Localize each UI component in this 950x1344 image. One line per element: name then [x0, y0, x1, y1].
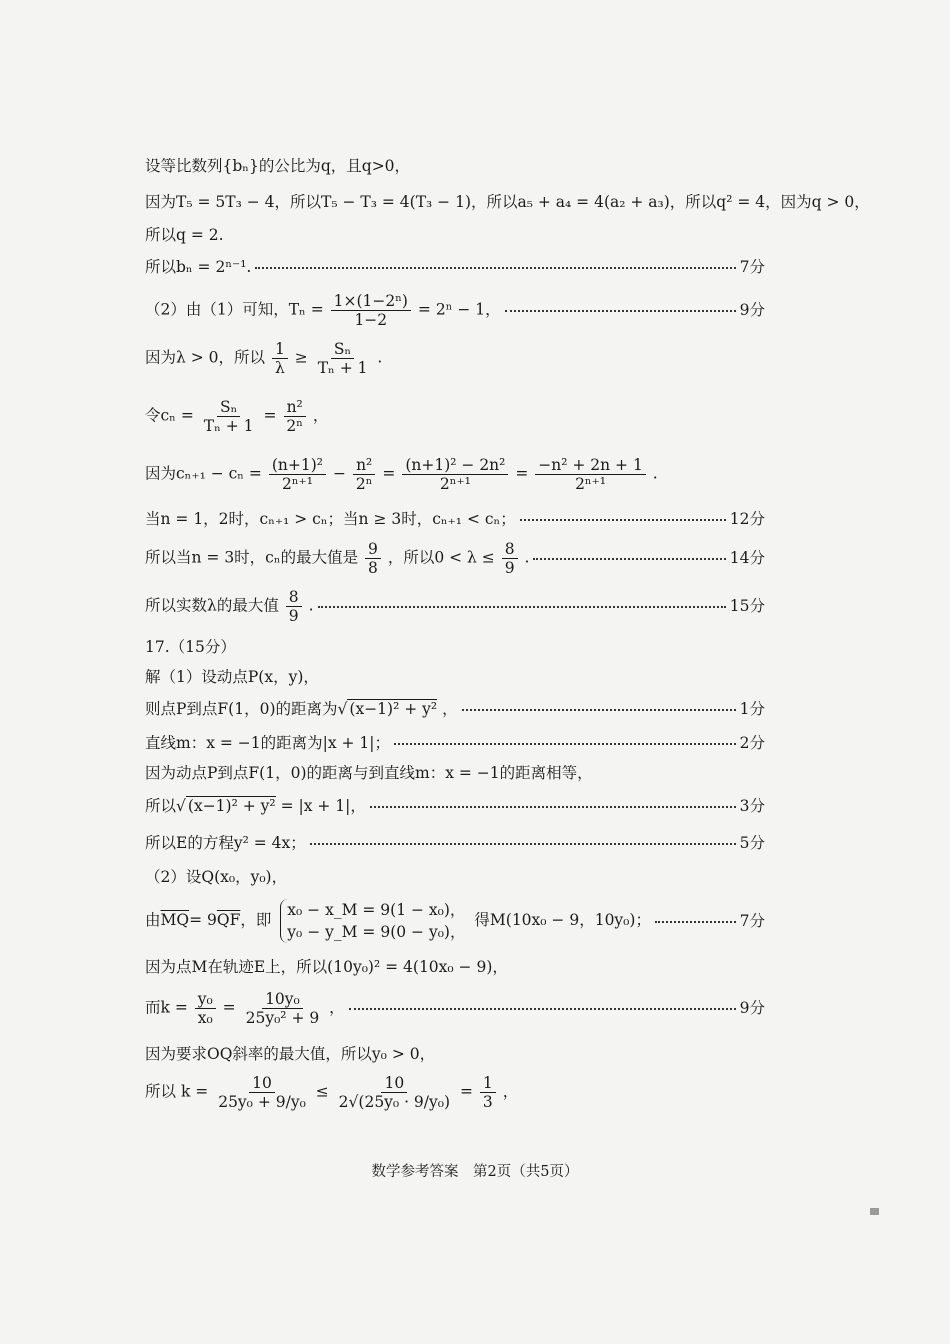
- line-bn-formula: [145, 256, 765, 278]
- line-lambda-max: 所以实数λ的最大值 $\frac{8}{9}$ . 15分: [145, 587, 765, 625]
- fraction: $\frac{10}{\text{2√(25y₀ · 9/y₀)}}$: [338, 1074, 451, 1111]
- leader-dots: [318, 605, 726, 608]
- question-17-heading: 17.（15分）: [145, 638, 236, 656]
- fraction: $\frac{\text{1×(1−2ⁿ)}}{1-2}$: [331, 292, 411, 329]
- line-distance-to-f: 则点P到点F(1，0)的距离为√ (x−1)² + y² ， 1分: [145, 700, 765, 718]
- leader-dots: [394, 742, 736, 745]
- vector-qf: $\overline{QF}$: [216, 911, 241, 929]
- fraction: $\frac{\text{n²}}{\text{2ⁿ}}$: [353, 456, 376, 493]
- line-set-q: （2）设Q(x₀，y₀)，: [145, 868, 288, 886]
- fraction: $\frac{\text{n²}}{\text{2ⁿ}}$: [283, 398, 306, 435]
- line-equal-distances: 因为动点P到点F(1，0)的距离与到直线m：x = −1的距离相等，: [145, 764, 593, 782]
- vector-mq: $\overline{MQ}$: [160, 911, 190, 929]
- leader-dots: [462, 708, 736, 711]
- scan-mark: [870, 1208, 879, 1215]
- fraction: $\frac{\text{Sₙ}}{\text{Tₙ + 1}}$: [203, 398, 254, 435]
- score-label: 5分: [739, 834, 765, 852]
- leader-dots: [520, 518, 726, 521]
- line-geometric-ratio: 设等比数列{bₙ}的公比为q，且q>0，: [145, 157, 411, 175]
- score-label: 3分: [739, 797, 765, 815]
- leader-dots: [505, 309, 736, 312]
- line-trajectory-equation: 所以E的方程y² = 4x； 5分: [145, 834, 765, 852]
- fraction: $\frac{8}{9}$: [286, 588, 302, 625]
- line-point-on-trajectory: 因为点M在轨迹E上，所以(10y₀)² = 4(10x₀ − 9)，: [145, 958, 508, 976]
- leader-dots: [349, 1007, 736, 1010]
- score-label: 2分: [739, 734, 765, 752]
- score-label: 15分: [729, 597, 765, 615]
- score-label: 1分: [739, 700, 765, 718]
- sqrt-expression: (x−1)² + y²: [187, 797, 276, 815]
- sqrt-expression: (x−1)² + y²: [349, 700, 438, 718]
- fraction: $\frac{1}{\lambda}$: [272, 340, 288, 377]
- fraction: $\frac{9}{8}$: [365, 540, 381, 577]
- leader-dots: [310, 842, 736, 845]
- line-cn-difference: 因为cₙ₊₁ − cₙ = $\frac{\text{(n+1)²}}{\text{2ⁿ⁺¹}}$ − $\frac{\text{n²}}{\text{2ⁿ}}$ = $\frac{\text{(n+1)² − 2n²}}{\text{2ⁿ⁺¹}}$ = $\frac{\text{−n² + 2n + 1}}{\text{2ⁿ⁺¹}}$ .: [145, 456, 658, 493]
- line-y0-positive: 因为要求OQ斜率的最大值，所以y₀ > 0，: [145, 1045, 436, 1063]
- leader-dots: [370, 805, 736, 808]
- line-lambda-inequality: 因为λ > 0，所以 $\frac{1}{\lambda}$ ≥ $\frac{\text{Sₙ}}{\text{Tₙ + 1}}$ .: [145, 340, 383, 377]
- leader-dots: [255, 266, 735, 269]
- fraction: $\frac{\text{(n+1)²}}{\text{2ⁿ⁺¹}}$: [269, 456, 326, 493]
- line-cn-max: 所以当n = 3时，cₙ的最大值是 $\frac{9}{8}$ ，所以0 < λ ≤ $\frac{8}{9}$ . 14分: [145, 539, 765, 577]
- leader-dots: [533, 557, 725, 560]
- fraction: $\frac{\text{−n² + 2n + 1}}{\text{2ⁿ⁺¹}}$: [535, 456, 646, 493]
- line-k-bound: 所以 k = $\frac{10}{\text{25y₀ + 9/y₀}}$ ≤ $\frac{10}{\text{2√(25y₀ · 9/y₀)}}$ = $\frac{1}{3}$ ，: [145, 1074, 519, 1111]
- fraction: $\frac{10}{\text{25y₀ + 9/y₀}}$: [218, 1074, 306, 1111]
- fraction: $\frac{\text{10y₀}}{\text{25y₀² + 9}}$: [245, 989, 320, 1027]
- fraction: $\frac{\text{(n+1)² − 2n²}}{\text{2ⁿ⁺¹}}$: [402, 456, 508, 493]
- score-label: 7分: [739, 912, 765, 930]
- line-monotonicity: 当n = 1，2时，cₙ₊₁ > cₙ；当n ≥ 3时，cₙ₊₁ < cₙ； 12分: [145, 510, 765, 528]
- score-label: 14分: [729, 549, 765, 567]
- line-cn-definition: 令cₙ = $\frac{\text{Sₙ}}{\text{Tₙ + 1}}$ = $\frac{\text{n²}}{\text{2ⁿ}}$ ，: [145, 398, 329, 435]
- equation-system: x₀ − x_M = 9(1 − x₀)， y₀ − y_M = 9(0 − y₀)，: [280, 899, 465, 943]
- score-label: 12分: [729, 510, 765, 528]
- line-slope-k: 而k = $\frac{\text{y₀}}{\text{x₀}}$ = $\frac{\text{10y₀}}{\text{25y₀² + 9}}$ ， 9分: [145, 989, 765, 1027]
- line-q-value: 所以q = 2.: [145, 226, 224, 244]
- line-distance-to-m: 直线m：x = −1的距离为|x + 1|； 2分: [145, 734, 765, 752]
- score-label: 9分: [739, 999, 765, 1017]
- page-footer: 数学参考答案 第2页（共5页）: [371, 1164, 579, 1180]
- line-moving-point: 解（1）设动点P(x，y)，: [145, 668, 319, 686]
- line-tn-formula: （2）由（1）可知，Tₙ = $\frac{\text{1×(1−2ⁿ)}}{1-2}$ = 2ⁿ − 1， 9分: [145, 291, 765, 329]
- score-label: 7分: [739, 258, 765, 276]
- leader-dots: [655, 920, 736, 923]
- line-vector-relation: 由$\overline{MQ}= 9\overline{QF}$，即 x₀ − x_M = 9(1 − x₀)， y₀ − y_M = 9(0 − y₀)， 得M(10x₀ − 9，10y₀)； 7分: [145, 901, 765, 941]
- fraction: $\frac{1}{3}$: [480, 1074, 496, 1111]
- line-text: 所以bₙ = 2ⁿ⁻¹.: [145, 258, 252, 276]
- fraction: $\frac{\text{y₀}}{\text{x₀}}$: [195, 990, 216, 1027]
- line-distance-equation: 所以√ (x−1)² + y² = |x + 1|， 3分: [145, 797, 765, 815]
- fraction: $\frac{8}{9}$: [502, 540, 518, 577]
- score-label: 9分: [739, 301, 765, 319]
- line-t5-relation: 因为T₅ = 5T₃ − 4，所以T₅ − T₃ = 4(T₃ − 1)，所以a₅ + a₄ = 4(a₂ + a₃)，所以q² = 4，因为q > 0，: [145, 193, 870, 211]
- fraction: $\frac{\text{Sₙ}}{\text{Tₙ + 1}}$: [317, 340, 368, 377]
